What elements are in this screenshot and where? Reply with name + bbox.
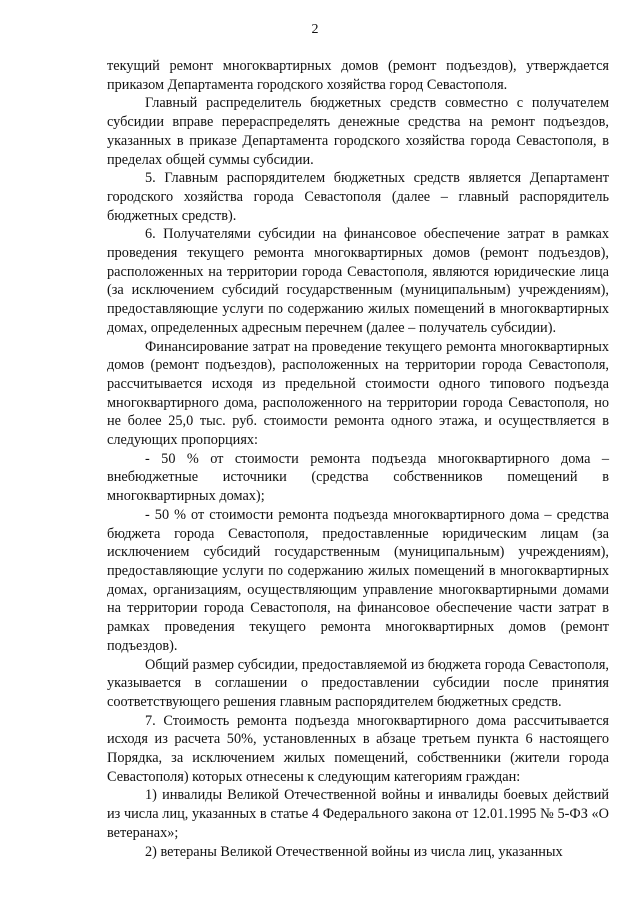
page-number: 2 — [311, 22, 319, 37]
paragraph: Финансирование затрат на проведение текущего ремонта многоквартирных домов (ремонт подъездов), расположенных на территории города Севастополя, рассчитывается исходя из предельной стоимости одного типового подъезда многоквартирного дома, расположенного на территории города Севастополя, но не более 25,0 тыс. руб. стоимости ремонта одного этажа, и осуществляется в следующих пропорциях: — [107, 338, 609, 449]
paragraph: 5. Главным распорядителем бюджетных средств является Департамент городского хозяйства города Севастополя (далее – главный распорядитель бюджетных средств). — [107, 170, 609, 224]
paragraph: 6. Получателями субсидии на финансовое обеспечение затрат в рамках проведения текущего ремонта многоквартирных домов (ремонт подъездов), расположенных на территории города Севастополя, являются юридические лица (за исключением субсидий государственным (муниципальным) учреждениям), предоставляющие услуги по содержанию жилых помещений в многоквартирных домах, определенных адресным перечнем (далее – получатель субсидии). — [107, 226, 609, 336]
list-item: 1) инвалиды Великой Отечественной войны и инвалиды боевых действий из числа лиц, указанных в статье 4 Федерального закона от 12.01.1995 № 5-ФЗ «О ветеранах»; — [107, 787, 609, 841]
list-item: - 50 % от стоимости ремонта подъезда многоквартирного дома – средства бюджета города Севастополя, предоставленные юридическим лицам (за исключением субсидий государственным (муниципальным) учреждениям), предоставляющие услуги по содержанию жилых помещений в многоквартирных домах, организациям, осуществляющим управление многоквартирными домами на территории города Севастополя, на финансовое обеспечение части затрат в рамках проведения текущего ремонта многоквартирных домов (ремонт подъездов). — [107, 506, 609, 654]
paragraph: 7. Стоимость ремонта подъезда многоквартирного дома рассчитывается исходя из расчета 50%, установленных в абзаце третьем пункта 6 настоящего Порядка, за исключением жилых помещений, собственники (жители города Севастополя) которых отнесены к следующим категориям граждан: — [107, 712, 609, 785]
paragraph: Общий размер субсидии, предоставляемой из бюджета города Севастополя, указывается в соглашении о предоставлении субсидии после принятия соответствующего решения главным распорядителем бюджетных средств. — [107, 656, 609, 710]
list-item: - 50 % от стоимости ремонта подъезда многоквартирного дома – внебюджетные источники (средства собственников помещений в многоквартирных домах); — [107, 450, 609, 505]
list-item: 2) ветераны Великой Отечественной войны из числа лиц, указанных — [145, 843, 563, 860]
paragraph: текущий ремонт многоквартирных домов (ремонт подъездов), утверждается приказом Департамента городского хозяйства город Севастополя. — [107, 58, 609, 93]
paragraph: Главный распределитель бюджетных средств совместно с получателем субсидии вправе перераспределять денежные средства на ремонт подъездов, указанных в приказе Департамента городского хозяйства города Севастополя, в пределах общей суммы субсидии. — [107, 95, 609, 168]
document-body — [107, 57, 609, 861]
